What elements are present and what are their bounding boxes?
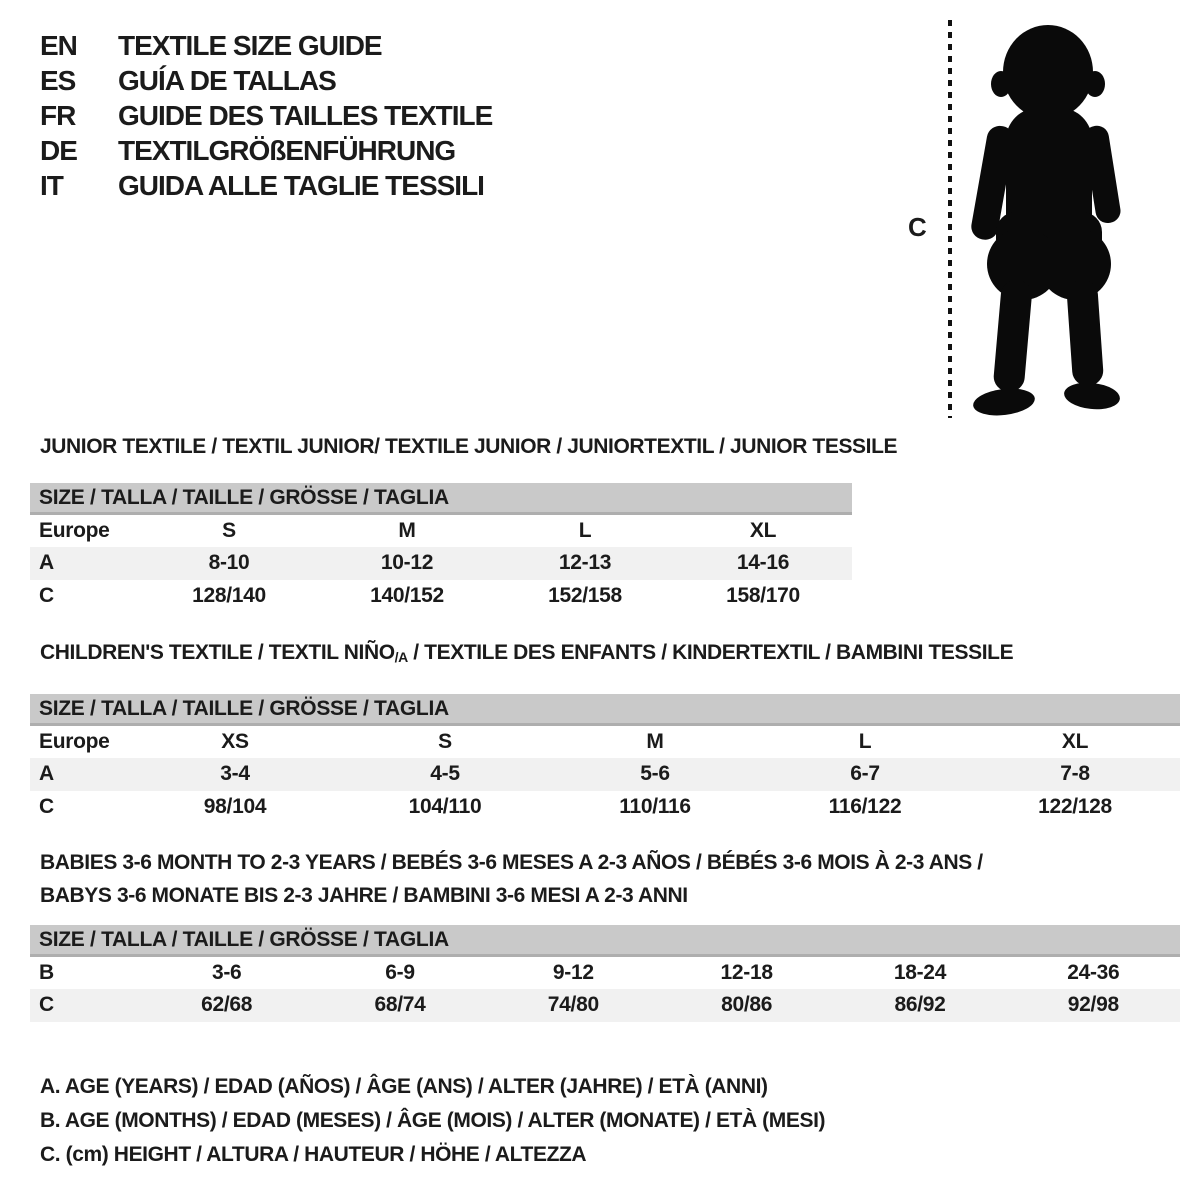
- table-cell: 24-36: [1067, 960, 1120, 984]
- table-cell: 4-5: [430, 762, 460, 785]
- table-cell: 98/104: [203, 795, 267, 818]
- table-cell: M: [646, 729, 664, 753]
- table-cell: 5-6: [640, 762, 670, 785]
- section-babies-textile: [30, 846, 1180, 1022]
- table-cell: XS: [221, 729, 249, 753]
- children-title-post: / TEXTILE DES ENFANTS / KINDERTEXTIL / BAMBINI TESSILE: [407, 641, 1014, 664]
- legend-line: A. AGE (YEARS) / EDAD (AÑOS) / ÂGE (ANS) / ALTER (JAHRE) / ETÀ (ANNI): [40, 1075, 768, 1098]
- measurement-legend: [40, 1070, 825, 1172]
- table-cell: 10-12: [380, 551, 434, 574]
- table-cell: 3-6: [211, 960, 242, 984]
- table-row: [30, 791, 1180, 824]
- table-cell: S: [438, 729, 452, 753]
- table-cell: 128/140: [192, 584, 266, 607]
- size-header-bar: SIZE / TALLA / TAILLE / GRÖSSE / TAGLIA: [30, 483, 852, 514]
- table-cell: 6-7: [850, 762, 880, 785]
- table-cell: 80/86: [721, 993, 773, 1016]
- table-cell: 12-18: [720, 960, 773, 984]
- legend-line: B. AGE (MONTHS) / EDAD (MESES) / ÂGE (MOIS) / ALTER (MONATE) / ETÀ (MESI): [40, 1109, 826, 1132]
- children-title-sub: /A: [394, 649, 408, 665]
- language-list: [40, 28, 492, 203]
- language-title: TEXTILE SIZE GUIDE: [118, 29, 382, 61]
- table-row: [30, 956, 1180, 989]
- language-code: DE: [40, 134, 77, 166]
- language-code: IT: [40, 169, 63, 201]
- table-cell: 158/170: [726, 584, 800, 607]
- table-header-row: [30, 694, 1180, 725]
- table-cell: XL: [1061, 729, 1089, 753]
- row-label: C: [39, 795, 54, 818]
- table-row: [30, 580, 852, 613]
- table-cell: L: [858, 729, 872, 753]
- table-cell: 104/110: [408, 795, 482, 818]
- table-header-row: [30, 483, 852, 514]
- table-cell: L: [578, 518, 592, 542]
- table-cell: 140/152: [370, 584, 444, 607]
- babies-title-line: BABIES 3-6 MONTH TO 2-3 YEARS / BEBÉS 3-6 MESES A 2-3 AÑOS / BÉBÉS 3-6 MOIS À 2-3 ANS /: [40, 851, 983, 874]
- toddler-silhouette-icon: [960, 22, 1140, 422]
- row-label: Europe: [39, 518, 110, 542]
- section-children-textile: [30, 636, 1180, 824]
- children-size-table: [30, 694, 1180, 824]
- babies-size-table: [30, 925, 1180, 1022]
- language-row: [40, 98, 492, 133]
- height-measure-dashed-line: [948, 20, 952, 418]
- table-cell: 7-8: [1060, 762, 1090, 785]
- row-label: C: [39, 584, 54, 607]
- table-cell: 92/98: [1067, 993, 1119, 1016]
- table-row: [30, 758, 1180, 791]
- section-junior-textile: [30, 430, 898, 613]
- table-cell: 14-16: [736, 551, 790, 574]
- table-row: [30, 514, 852, 547]
- babies-title-line: BABYS 3-6 MONATE BIS 2-3 JAHRE / BAMBINI 3-6 MESI A 2-3 ANNI: [40, 884, 688, 907]
- table-header-row: [30, 925, 1180, 956]
- table-cell: 9-12: [552, 960, 594, 984]
- table-cell: 86/92: [894, 993, 946, 1016]
- section-title-babies: [30, 846, 1180, 912]
- measure-label-c: C: [908, 212, 927, 242]
- table-row: [30, 547, 852, 580]
- language-title: GUIDE DES TAILLES TEXTILE: [118, 99, 493, 131]
- table-cell: 116/122: [828, 795, 902, 818]
- language-row: [40, 63, 492, 98]
- language-title: GUIDA ALLE TAGLIE TESSILI: [118, 169, 484, 201]
- table-cell: 3-4: [220, 762, 250, 785]
- language-title: TEXTILGRÖßENFÜHRUNG: [118, 134, 456, 166]
- table-cell: S: [222, 518, 236, 542]
- language-code: FR: [40, 99, 76, 131]
- table-row: [30, 725, 1180, 758]
- row-label: C: [39, 993, 54, 1016]
- junior-size-table: [30, 483, 852, 613]
- table-cell: XL: [749, 518, 777, 542]
- table-cell: 110/116: [619, 795, 691, 818]
- table-cell: 12-13: [558, 551, 612, 574]
- table-cell: 6-9: [385, 960, 415, 984]
- row-label: A: [39, 762, 54, 785]
- row-label: A: [39, 551, 54, 574]
- table-cell: 68/74: [374, 993, 426, 1016]
- language-code: ES: [40, 64, 76, 96]
- row-label: Europe: [39, 729, 110, 753]
- table-cell: M: [398, 518, 416, 542]
- language-row: [40, 133, 492, 168]
- language-row: [40, 168, 492, 203]
- language-title: GUÍA DE TALLAS: [118, 64, 336, 96]
- language-code: EN: [40, 29, 77, 61]
- children-title-pre: CHILDREN'S TEXTILE / TEXTIL NIÑO: [40, 641, 395, 664]
- table-cell: 74/80: [547, 993, 599, 1016]
- table-cell: 18-24: [893, 960, 947, 984]
- size-header-bar: SIZE / TALLA / TAILLE / GRÖSSE / TAGLIA: [30, 925, 1180, 956]
- row-label: B: [39, 960, 54, 984]
- table-row: [30, 989, 1180, 1022]
- section-title-junior: JUNIOR TEXTILE / TEXTIL JUNIOR/ TEXTILE JUNIOR / JUNIORTEXTIL / JUNIOR TESSILE: [40, 435, 898, 458]
- section-title-children: [30, 636, 1180, 674]
- table-cell: 152/158: [548, 584, 622, 607]
- size-header-bar: SIZE / TALLA / TAILLE / GRÖSSE / TAGLIA: [30, 694, 1180, 725]
- table-cell: 62/68: [201, 993, 253, 1016]
- table-cell: 8-10: [208, 551, 250, 574]
- legend-line: C. (cm) HEIGHT / ALTURA / HAUTEUR / HÖHE / ALTEZZA: [40, 1143, 587, 1166]
- language-row: [40, 28, 492, 63]
- table-cell: 122/128: [1038, 795, 1112, 818]
